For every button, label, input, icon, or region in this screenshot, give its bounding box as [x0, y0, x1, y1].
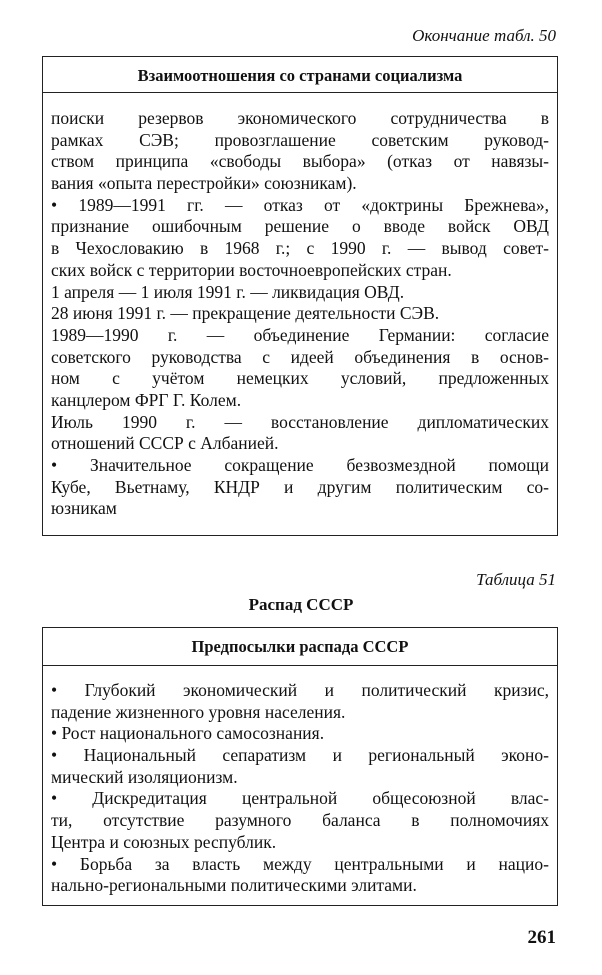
text-line: Центра и союзных республик.: [51, 831, 277, 852]
text-line: вания «опыта перестройки» союзникам).: [51, 173, 357, 194]
text-line: поиски резервов экономического сотрудничества в: [51, 108, 549, 128]
text-line: Июль 1990 г. — восстановление дипломатических: [51, 411, 549, 432]
text-line: ном с учётом немецких условий, предложенных: [51, 368, 549, 389]
text-line: мический изоляционизм.: [51, 766, 238, 787]
text-line: • Национальный сепаратизм и региональный эконо-: [51, 745, 549, 766]
text-line: 1989—1990 г. — объединение Германии: согласие: [51, 324, 549, 345]
text-line: ти, отсутствие разумного баланса в полномочиях: [51, 810, 549, 831]
table-number-label: Таблица 51: [476, 570, 556, 589]
table-title: Распад СССР: [248, 595, 354, 614]
text-line: советского руководства с идеей объединения в основ-: [51, 346, 549, 367]
table-51: [42, 627, 558, 906]
text-line: в Чехословакию в 1968 г.; с 1990 г. — вывод совет-: [51, 238, 549, 259]
text-line: • Дискредитация центральной общесоюзной влас-: [51, 788, 549, 809]
text-line: ских войск с территории восточноевропейских стран.: [51, 259, 452, 280]
text-line: • Глубокий экономический и политический кризис,: [51, 680, 549, 700]
text-line: 28 июня 1991 г. — прекращение деятельности СЭВ.: [51, 303, 440, 324]
table-header: Предпосылки распада СССР: [43, 628, 557, 666]
text-line: • Рост национального самосознания.: [51, 723, 325, 744]
table-body: [43, 666, 557, 897]
text-line: • Значительное сокращение безвозмездной помощи: [51, 455, 549, 475]
continuation-label: Окончание табл. 50: [412, 26, 556, 45]
text-line: признание ошибочным решение о вводе войск ОВД: [51, 216, 549, 237]
text-line: канцлером ФРГ Г. Колем.: [51, 389, 242, 410]
text-line: Кубе, Вьетнаму, КНДР и другим политическим со-: [51, 476, 549, 497]
text-line: ством принципа «свободы выбора» (отказ от навязы-: [51, 151, 549, 172]
table-header: Взаимоотношения со странами социализма: [43, 57, 557, 93]
text-line: падение жизненного уровня населения.: [51, 701, 346, 722]
text-line: • 1989—1991 гг. — отказ от «доктрины Брежнева»,: [51, 194, 549, 215]
table-body: [43, 93, 557, 520]
text-line: • Борьба за власть между центральными и нацио-: [51, 853, 549, 874]
table-50: [42, 56, 558, 536]
page-number: 261: [527, 927, 556, 948]
text-line: рамках СЭВ; провозглашение советским руковод-: [51, 129, 549, 150]
text-line: юзникам: [51, 498, 117, 519]
text-line: нально-региональными политическими элитами.: [51, 875, 417, 896]
text-line: отношений СССР с Албанией.: [51, 433, 279, 454]
text-line: 1 апреля — 1 июля 1991 г. — ликвидация ОВД.: [51, 281, 405, 302]
